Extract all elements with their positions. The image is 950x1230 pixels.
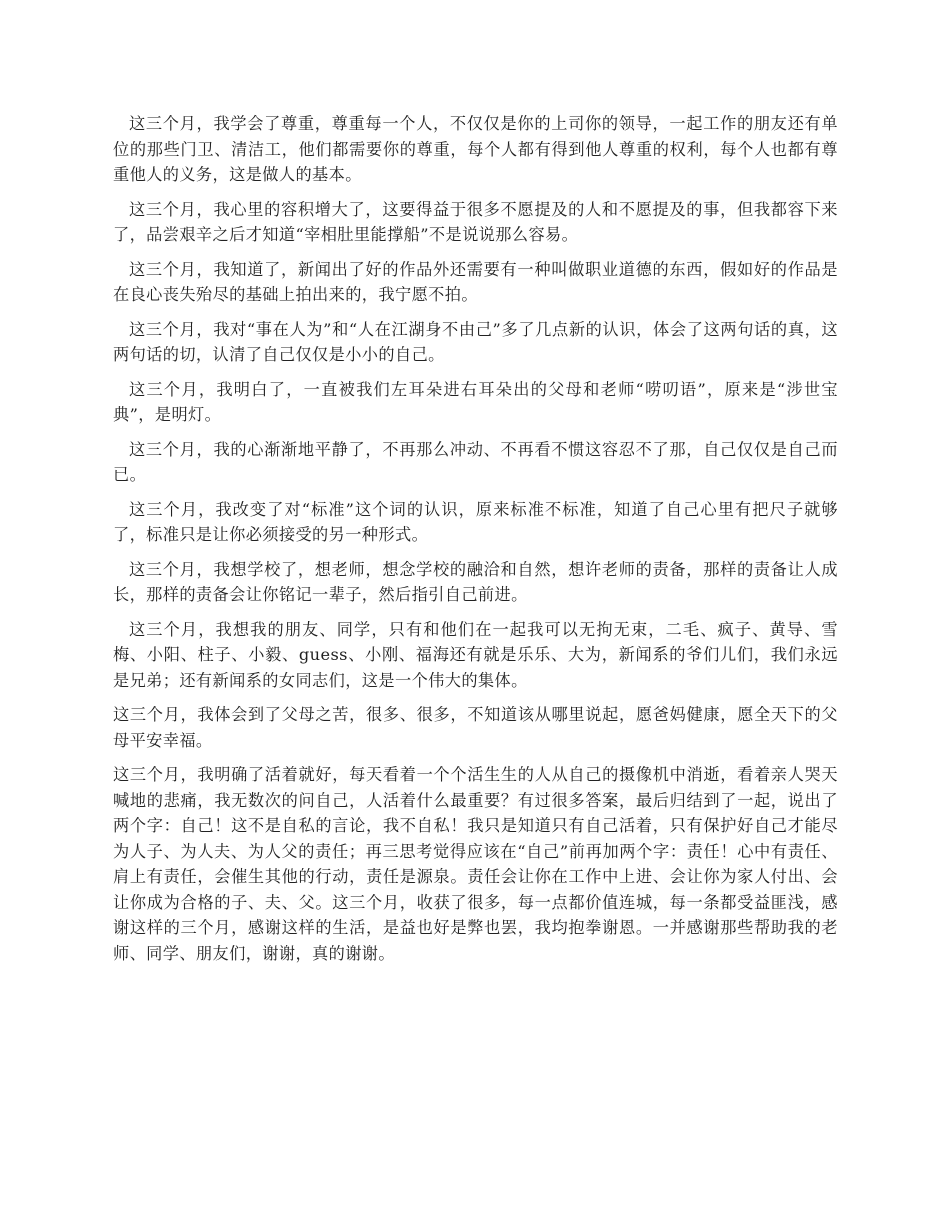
paragraph-standard: 这三个月，我改变了对“标准”这个词的认识，原来标准不标准，知道了自己心里有把尺子就够了，标准只是让你必须接受的另一种形式。 [113,499,838,544]
paragraph-respect: 这三个月，我学会了尊重，尊重每一个人，不仅仅是你的上司你的领导，一起工作的朋友还有单位的那些门卫、清洁工，他们都需要你的尊重，每个人都有得到他人尊重的权利，每个人也都有尊重他人的义务，这是做人的基本。 [113,114,838,184]
paragraph-calm: 这三个月，我的心渐渐地平静了，不再那么冲动、不再看不惯这容忍不了那，自己仅仅是自己而已。 [113,439,838,484]
paragraph-parents-advice: 这三个月，我明白了，一直被我们左耳朵进右耳朵出的父母和老师“唠叨语”，原来是“涉世宝典”，是明灯。 [113,379,838,424]
paragraph-responsibility: 这三个月，我明确了活着就好，每天看着一个个活生生的人从自己的摄像机中消逝，看着亲人哭天喊地的悲痛，我无数次的问自己，人活着什么最重要？有过很多答案，最后归结到了一起，说出了两个字：自己！这不是自私的言论，我不自私！我只是知道只有自己活着，只有保护好自己才能尽为人子、为人夫、为人父的责任；再三思考觉得应该在“自己”前再加两个字：责任！心中有责任、肩上有责任，会催生其他的行动，责任是源泉。责任会让你在工作中上进、会让你为家人付出、会让你成为合格的子、夫、父。这三个月，收获了很多，每一点都价值连城，每一条都受益匪浅，感谢这样的三个月，感谢这样的生活，是益也好是弊也罢，我均抱拳谢恩。一并感谢那些帮助我的老师、同学、朋友们，谢谢，真的谢谢。 [113,765,838,963]
paragraph-tolerance: 这三个月，我心里的容积增大了，这要得益于很多不愿提及的人和不愿提及的事，但我都容下来了，品尝艰辛之后才知道“宰相肚里能撑船”不是说说那么容易。 [113,199,838,244]
paragraph-parents: 这三个月，我体会到了父母之苦，很多、很多，不知道该从哪里说起，愿爸妈健康，愿全天下的父母平安幸福。 [113,705,838,750]
document-body [113,111,838,975]
paragraph-school: 这三个月，我想学校了，想老师，想念学校的融洽和自然，想许老师的责备，那样的责备让人成长，那样的责备会让你铭记一辈子，然后指引自己前进。 [113,559,838,604]
paragraph-friends: 这三个月，我想我的朋友、同学，只有和他们在一起我可以无拘无束，二毛、疯子、黄导、雪梅、小阳、柱子、小毅、guess、小刚、福海还有就是乐乐、大为，新闻系的爷们儿们，我们永远是兄弟；还有新闻系的女同志们，这是一个伟大的集体。 [113,619,838,690]
paragraph-understanding: 这三个月，我对“事在人为”和“人在江湖身不由己”多了几点新的认识，体会了这两句话的真，这两句话的切，认清了自己仅仅是小小的自己。 [113,319,838,364]
paragraph-ethics: 这三个月，我知道了，新闻出了好的作品外还需要有一种叫做职业道德的东西，假如好的作品是在良心丧失殆尽的基础上拍出来的，我宁愿不拍。 [113,259,838,304]
